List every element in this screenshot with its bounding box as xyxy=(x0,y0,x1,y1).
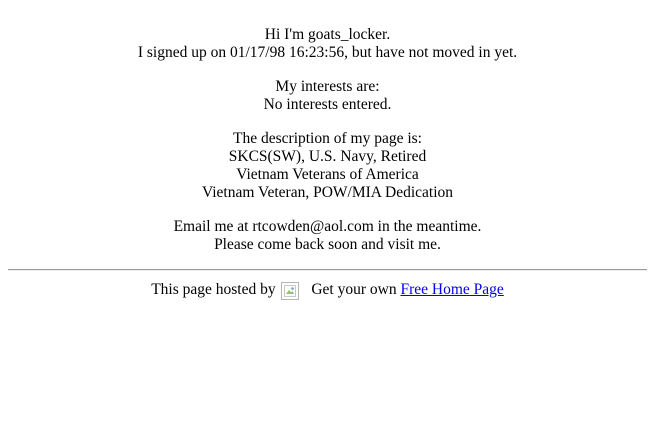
interests-heading: My interests are: xyxy=(275,78,380,95)
free-home-page-link[interactable]: Free Home Page xyxy=(400,281,504,298)
interests-value: No interests entered. xyxy=(263,96,392,113)
description-line: Vietnam Veteran, POW/MIA Dedication xyxy=(201,184,454,201)
description-line: Vietnam Veterans of America xyxy=(236,166,419,183)
page-content xyxy=(0,26,655,254)
contact-section xyxy=(0,218,655,254)
description-line: SKCS(SW), U.S. Navy, Retired xyxy=(228,148,427,165)
greeting-text: Hi I'm goats_locker. xyxy=(264,26,391,43)
horizontal-divider xyxy=(8,269,647,271)
description-heading: The description of my page is: xyxy=(233,130,422,147)
get-your-own-text: Get your own xyxy=(311,281,397,298)
broken-image-icon[interactable] xyxy=(281,282,299,300)
description-section xyxy=(0,130,655,202)
hosting-footer xyxy=(0,281,655,300)
visit-text: Please come back soon and visit me. xyxy=(214,236,441,253)
interests-section xyxy=(0,78,655,114)
email-text: Email me at rtcowden@aol.com in the meantime. xyxy=(173,218,482,235)
intro-section xyxy=(0,26,655,62)
signup-text: I signed up on 01/17/98 16:23:56, but have not moved in yet. xyxy=(137,44,518,61)
hosted-by-text: This page hosted by xyxy=(151,281,276,298)
